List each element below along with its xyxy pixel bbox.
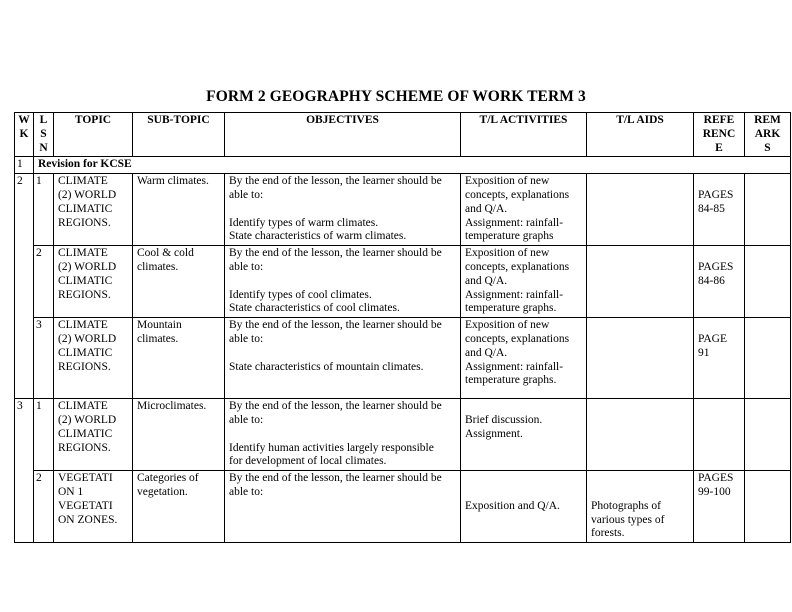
lesson-number: 2 — [34, 471, 54, 543]
remarks-cell — [745, 246, 791, 318]
topic-cell: VEGETATI ON 1 VEGETATI ON ZONES. — [54, 471, 133, 543]
header-subtopic: SUB-TOPIC — [133, 113, 225, 157]
topic-cell: CLIMATE (2) WORLD CLIMATIC REGIONS. — [54, 318, 133, 399]
reference-cell: PAGE 91 — [694, 318, 745, 399]
activities-cell: Exposition of new concepts, explanations and Q/A. Assignment: rainfall- temperature graphs. — [461, 318, 587, 399]
activities-cell: Brief discussion. Assignment. — [461, 399, 587, 471]
remarks-cell — [745, 174, 791, 246]
table-row — [15, 399, 791, 471]
subtopic-cell: Categories of vegetation. — [133, 471, 225, 543]
aids-cell: Photographs of various types of forests. — [587, 471, 694, 543]
page-title: FORM 2 GEOGRAPHY SCHEME OF WORK TERM 3 — [206, 88, 586, 105]
subtopic-cell: Microclimates. — [133, 399, 225, 471]
header-lsn: L S N — [34, 113, 54, 157]
activities-cell: Exposition of new concepts, explanations and Q/A. Assignment: rainfall- temperature graphs — [461, 174, 587, 246]
week-1-label: Revision for KCSE — [34, 157, 791, 174]
table-row — [15, 318, 791, 399]
activities-cell: Exposition and Q/A. — [461, 471, 587, 543]
header-reference: REFE RENC E — [694, 113, 745, 157]
week-number: 1 — [15, 157, 34, 174]
header-remarks: REM ARK S — [745, 113, 791, 157]
table-row — [15, 471, 791, 543]
table-row — [15, 174, 791, 246]
header-objectives: OBJECTIVES — [225, 113, 461, 157]
topic-cell: CLIMATE (2) WORLD CLIMATIC REGIONS. — [54, 174, 133, 246]
reference-cell — [694, 399, 745, 471]
topic-cell: CLIMATE (2) WORLD CLIMATIC REGIONS. — [54, 246, 133, 318]
subtopic-cell: Cool & cold climates. — [133, 246, 225, 318]
reference-cell: PAGES 84-86 — [694, 246, 745, 318]
header-activities: T/L ACTIVITIES — [461, 113, 587, 157]
objectives-cell: By the end of the lesson, the learner should be able to: Identify human activities largely responsible for development of local climates. — [225, 399, 461, 471]
objectives-cell: By the end of the lesson, the learner should be able to: — [225, 471, 461, 543]
remarks-cell — [745, 399, 791, 471]
aids-cell — [587, 399, 694, 471]
table-row — [15, 246, 791, 318]
topic-cell: CLIMATE (2) WORLD CLIMATIC REGIONS. — [54, 399, 133, 471]
objectives-cell: By the end of the lesson, the learner should be able to: Identify types of warm climates. State characteristics of warm climates. — [225, 174, 461, 246]
objectives-cell: By the end of the lesson, the learner should be able to: Identify types of cool climates. State characteristics of cool climates. — [225, 246, 461, 318]
objectives-cell: By the end of the lesson, the learner should be able to: State characteristics of mountain climates. — [225, 318, 461, 399]
lesson-number: 1 — [34, 174, 54, 246]
remarks-cell — [745, 318, 791, 399]
scheme-of-work-table — [14, 112, 791, 543]
week-number: 3 — [15, 399, 34, 543]
activities-cell: Exposition of new concepts, explanations and Q/A. Assignment: rainfall- temperature graphs. — [461, 246, 587, 318]
lesson-number: 2 — [34, 246, 54, 318]
aids-cell — [587, 174, 694, 246]
reference-cell: PAGES 99-100 — [694, 471, 745, 543]
reference-cell: PAGES 84-85 — [694, 174, 745, 246]
subtopic-cell: Warm climates. — [133, 174, 225, 246]
header-aids: T/L AIDS — [587, 113, 694, 157]
aids-cell — [587, 246, 694, 318]
lesson-number: 1 — [34, 399, 54, 471]
lesson-number: 3 — [34, 318, 54, 399]
subtopic-cell: Mountain climates. — [133, 318, 225, 399]
aids-cell — [587, 318, 694, 399]
header-topic: TOPIC — [54, 113, 133, 157]
header-row — [15, 113, 791, 157]
week-number: 2 — [15, 174, 34, 399]
remarks-cell — [745, 471, 791, 543]
header-wk: W K — [15, 113, 34, 157]
week-1-row — [15, 157, 791, 174]
